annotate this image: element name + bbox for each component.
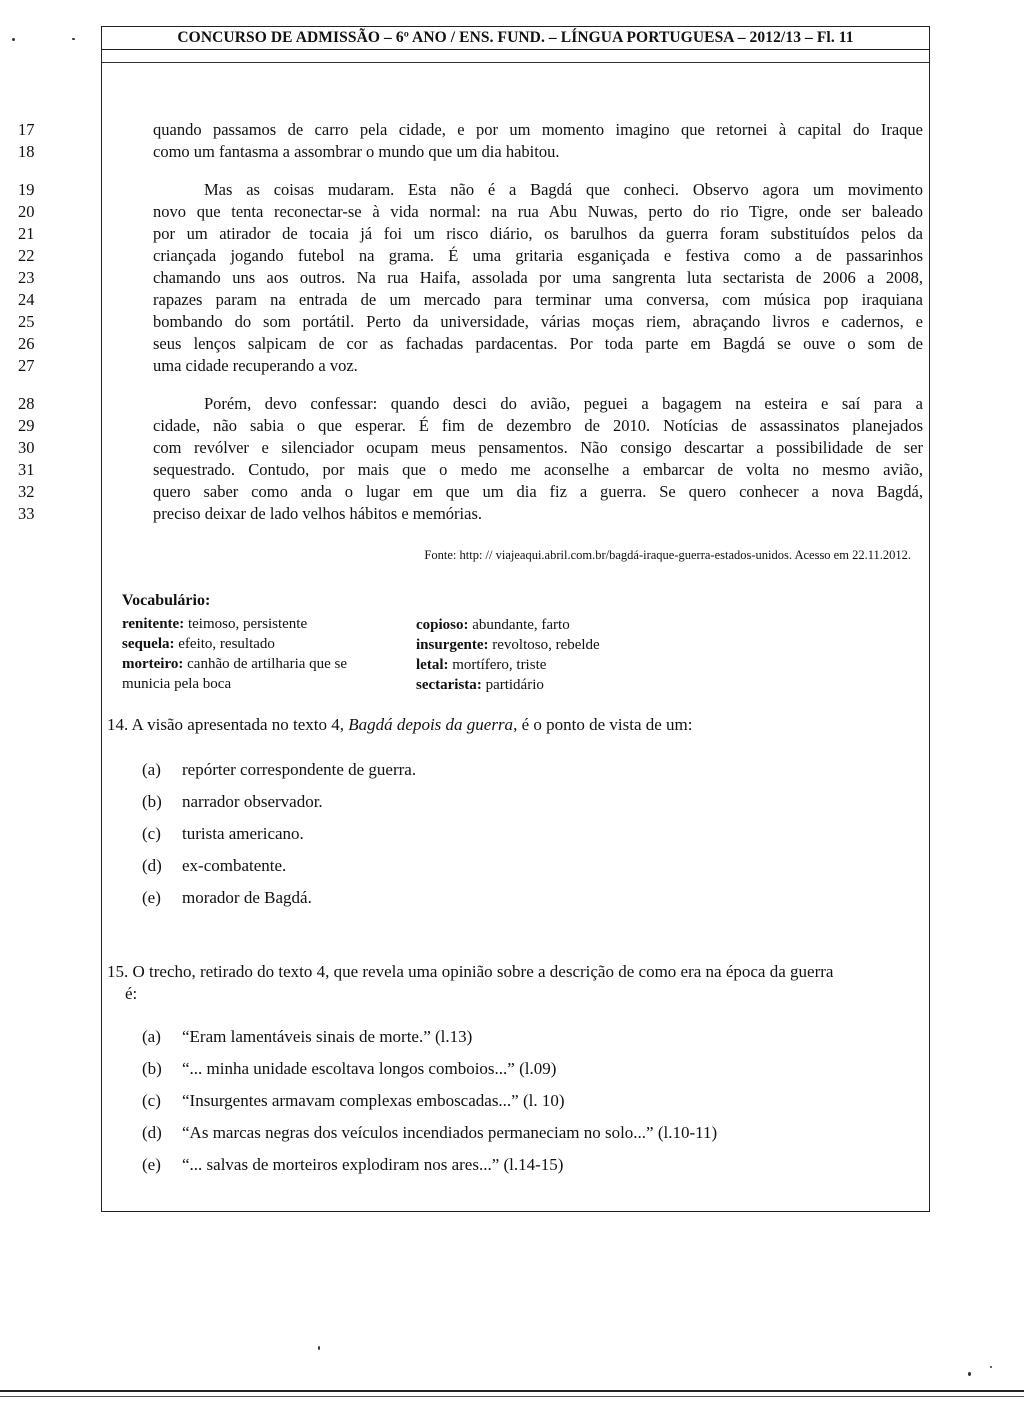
scan-speck (968, 1372, 971, 1376)
text-line: 29 cidade, não sabia o que esperar. É fim de dezembro de 2010. Notícias de assassinatos planejados (18, 416, 923, 435)
q14-option-b: (b) narrador observador. (142, 792, 323, 811)
text-line: 30 com revólver e silenciador ocupam meus pensamentos. Não consigo descartar a possibilidade de ser (18, 438, 923, 457)
vocabulary-left-column (122, 614, 347, 694)
q15-option-c: (c) “Insurgentes armavam complexas emboscadas...” (l. 10) (142, 1091, 565, 1110)
text-line: 18 como um fantasma a assombrar o mundo que um dia habitou. (18, 142, 560, 161)
text-line: 32 quero saber como anda o lugar em que um dia fiz a guerra. Se quero conhecer a nova Bagdá, (18, 482, 923, 501)
exam-page-frame (18, 26, 930, 1212)
text-line: 28 Porém, devo confessar: quando desci do avião, peguei a bagagem na esteira e saí para a (18, 394, 923, 413)
header-divider (102, 62, 929, 63)
text-line: 25 bombando do som portátil. Perto da universidade, várias moças riem, abraçando livros e cadernos, e (18, 312, 923, 331)
text-line: 24 rapazes param na entrada de um mercado para terminar uma conversa, com música pop iraquiana (18, 290, 923, 309)
q15-option-b: (b) “... minha unidade escoltava longos comboios...” (l.09) (142, 1059, 557, 1078)
text-line: 21 por um atirador de tocaia já foi um risco diário, os barulhos da guerra foram substituídos pelos da (18, 224, 923, 243)
vocab-entry: municia pela boca (122, 676, 232, 692)
scan-speck (990, 1366, 992, 1368)
q15-option-d: (d) “As marcas negras dos veículos incendiados permaneciam no solo...” (l.10-11) (142, 1123, 718, 1142)
text-line: 23 chamando uns aos outros. Na rua Haifa, assolada por uma sangrenta luta sectarista de 2006 a 2008, (18, 268, 923, 287)
vocab-entry: insurgente: revoltoso, rebelde (416, 637, 600, 653)
q14-option-e: (e) morador de Bagdá. (142, 888, 312, 907)
text-line: 31 sequestrado. Contudo, por mais que o medo me aconselhe a embarcar de volta no mesmo avião, (18, 460, 923, 479)
source-citation: Fonte: http: // viajeaqui.abril.com.br/bagdá-iraque-guerra-estados-unidos. Acesso em 22.11.2012. (424, 548, 911, 562)
vocab-entry: copioso: abundante, farto (416, 617, 570, 633)
question-14-stem: 14. A visão apresentada no texto 4, Bagdá depois da guerra, é o ponto de vista de um: (107, 715, 693, 734)
vocab-entry: morteiro: canhão de artilharia que se (122, 656, 348, 672)
vocab-entry: sectarista: partidário (416, 677, 544, 693)
scan-speck (12, 38, 15, 41)
vocab-entry: letal: mortífero, triste (416, 657, 547, 673)
q15-option-e: (e) “... salvas de morteiros explodiram nos ares...” (l.14-15) (142, 1155, 564, 1174)
vocab-entry: renitente: teimoso, persistente (122, 616, 308, 632)
q14-option-c: (c) turista americano. (142, 824, 304, 843)
text-line: 20 novo que tenta reconectar-se à vida normal: na rua Abu Nuwas, perto do rio Tigre, onde ser baleado (18, 202, 923, 221)
text-line: 19 Mas as coisas mudaram. Esta não é a Bagdá que conheci. Observo agora um movimento (18, 180, 923, 199)
text-line: 26 seus lenços salpicam de cor as fachadas pardacentas. Por toda parte em Bagdá se ouve o som de (18, 334, 923, 353)
q14-option-a: (a) repórter correspondente de guerra. (142, 760, 417, 779)
scan-speck (72, 38, 75, 40)
vocabulary-right-column (416, 615, 600, 695)
page-bottom-rule (0, 1390, 1024, 1392)
question-15-stem-line2: é: (125, 984, 138, 1003)
scan-speck (318, 1346, 320, 1350)
vocab-entry: sequela: efeito, resultado (122, 636, 275, 652)
text-line: 33 preciso deixar de lado velhos hábitos e memórias. (18, 504, 482, 523)
question-15-stem-line1: 15. O trecho, retirado do texto 4, que revela uma opinião sobre a descrição de como era na época da guerra (107, 962, 834, 981)
text-line: 27 uma cidade recuperando a voz. (18, 356, 358, 375)
text-line: 17 quando passamos de carro pela cidade, e por um momento imagino que retornei à capital do Iraque (18, 120, 923, 139)
page-header: CONCURSO DE ADMISSÃO – 6º ANO / ENS. FUND. – LÍNGUA PORTUGUESA – 2012/13 – Fl. 11 (102, 27, 929, 50)
vocabulary-title: Vocabulário: (122, 592, 211, 609)
q14-option-d: (d) ex-combatente. (142, 856, 287, 875)
q15-option-a: (a) “Eram lamentáveis sinais de morte.” (l.13) (142, 1027, 473, 1046)
page-bottom-rule-thin (0, 1396, 1024, 1397)
text-line: 22 criançada jogando futebol na grama. É uma gritaria esganiçada e festiva como a de passarinhos (18, 246, 923, 265)
